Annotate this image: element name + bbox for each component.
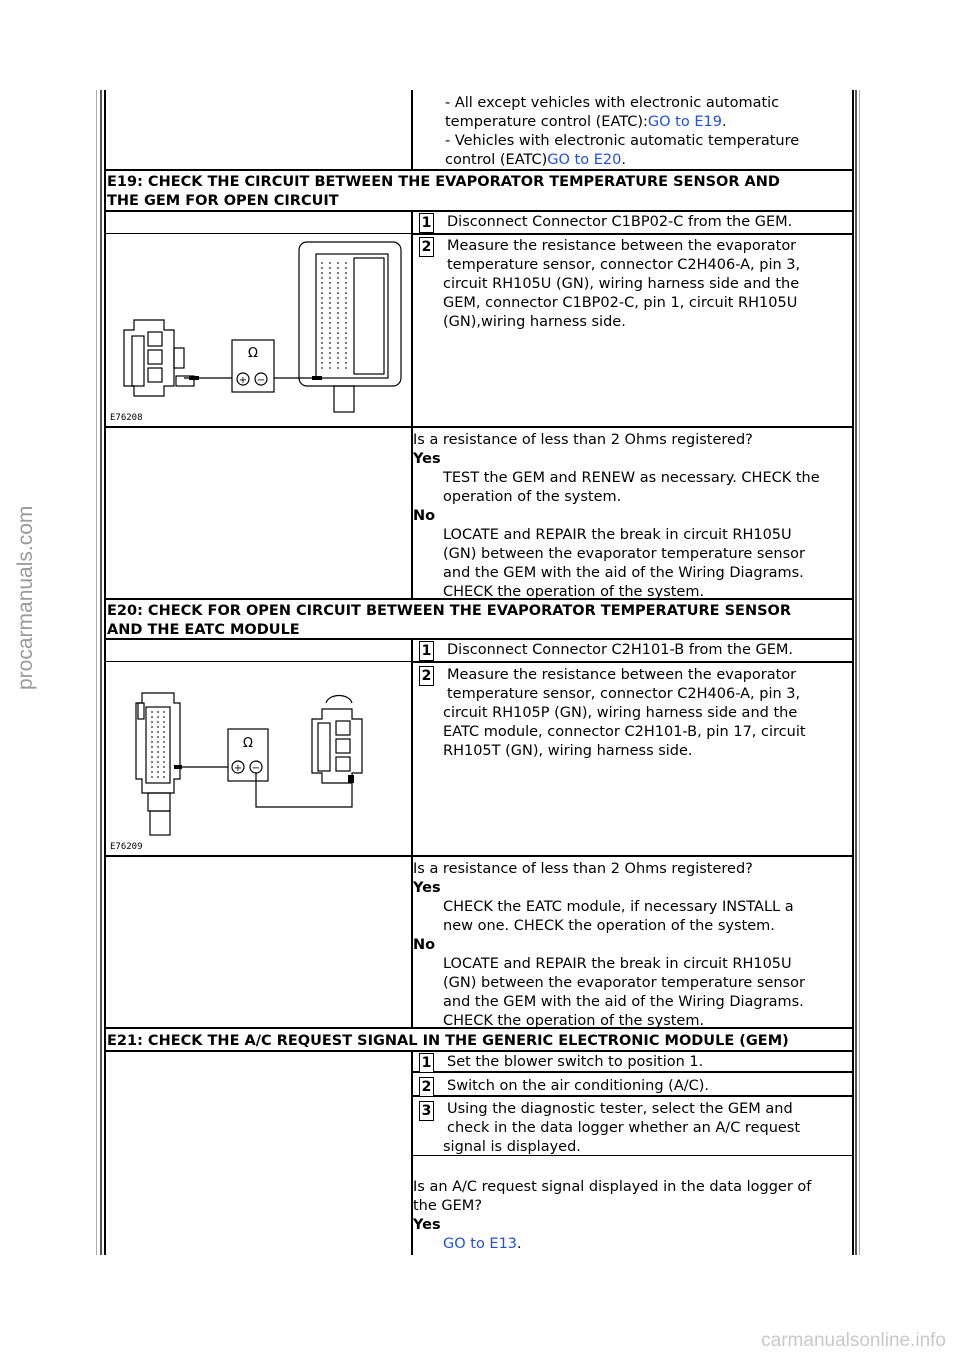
e21-step-3-number: 3 bbox=[419, 1101, 434, 1121]
e19-step-1: Disconnect Connector C1BP02-C from the GEM. bbox=[447, 214, 793, 230]
intro-line-4 bbox=[445, 151, 626, 170]
e21-step-1-number: 1 bbox=[419, 1053, 434, 1073]
e21-yes-label: Yes bbox=[413, 1217, 441, 1233]
e21-question-line2: the GEM? bbox=[413, 1198, 483, 1214]
e20-yes-line2: new one. CHECK the operation of the system. bbox=[443, 918, 775, 934]
e19-no-label: No bbox=[413, 508, 436, 524]
e20-no-line1: LOCATE and REPAIR the break in circuit RH105U bbox=[443, 956, 792, 972]
go-to-e13-link[interactable]: GO to E13 bbox=[443, 1236, 518, 1252]
e20-figure-id: E76209 bbox=[110, 842, 143, 852]
plus-symbol: + bbox=[233, 763, 243, 774]
plus-symbol: + bbox=[238, 375, 248, 386]
e20-no-line3: and the GEM with the aid of the Wiring Diagrams. bbox=[443, 994, 804, 1010]
minus-symbol: − bbox=[256, 375, 266, 386]
watermark-left: procarmanuals.com bbox=[14, 505, 37, 690]
e19-no-line4: CHECK the operation of the system. bbox=[443, 584, 705, 600]
e20-title-line1: E20: CHECK FOR OPEN CIRCUIT BETWEEN THE EVAPORATOR TEMPERATURE SENSOR bbox=[107, 603, 792, 619]
minus-symbol: − bbox=[251, 763, 261, 774]
table-right-edge bbox=[852, 90, 854, 1255]
e20-step-2-line5: RH105T (GN), wiring harness side. bbox=[443, 743, 693, 759]
e20-step-1: Disconnect Connector C2H101-B from the GEM. bbox=[447, 642, 794, 658]
e21-step-1: Set the blower switch to position 1. bbox=[447, 1054, 704, 1070]
e20-step-2-number: 2 bbox=[419, 666, 434, 686]
outer-border-left-shadow bbox=[96, 90, 97, 1255]
e20-diagram-svg bbox=[104, 663, 412, 855]
e20-step-2-line3: circuit RH105P (GN), wiring harness side and the bbox=[443, 705, 798, 721]
e20-no-label: No bbox=[413, 937, 436, 953]
e19-no-line3: and the GEM with the aid of the Wiring Diagrams. bbox=[443, 565, 804, 581]
intro-line-2 bbox=[445, 113, 727, 132]
e20-wiring-figure bbox=[104, 663, 412, 855]
rule bbox=[104, 233, 413, 234]
e19-step-2-line4: GEM, connector C1BP02-C, pin 1, circuit RH105U bbox=[443, 295, 798, 311]
e19-step-2-line3: circuit RH105U (GN), wiring harness side and the bbox=[443, 276, 800, 292]
rule bbox=[104, 426, 854, 428]
e19-no-line1: LOCATE and REPAIR the break in circuit RH105U bbox=[443, 527, 792, 543]
e19-yes-line2: operation of the system. bbox=[443, 489, 622, 505]
e21-title: E21: CHECK THE A/C REQUEST SIGNAL IN THE GENERIC ELECTRONIC MODULE (GEM) bbox=[107, 1033, 789, 1049]
e20-step-2-line2: temperature sensor, connector C2H406-A, pin 3, bbox=[447, 686, 801, 702]
e20-no-line2: (GN) between the evaporator temperature sensor bbox=[443, 975, 805, 991]
e20-question: Is a resistance of less than 2 Ohms registered? bbox=[413, 861, 753, 877]
e19-step-2-line2: temperature sensor, connector C2H406-A, pin 3, bbox=[447, 257, 801, 273]
intro-line-1: - All except vehicles with electronic automatic bbox=[445, 95, 780, 111]
rule bbox=[411, 233, 854, 235]
e20-title-line2: AND THE EATC MODULE bbox=[107, 622, 300, 638]
e19-diagram-svg bbox=[104, 236, 412, 426]
watermark-bottom: carmanualsonline.info bbox=[761, 1330, 946, 1351]
e19-wiring-figure bbox=[104, 236, 412, 426]
e20-no-line4: CHECK the operation of the system. bbox=[443, 1013, 705, 1029]
e21-step-3-line2: check in the data logger whether an A/C request bbox=[447, 1120, 801, 1136]
e21-yes-line bbox=[443, 1235, 522, 1254]
go-to-e20-link[interactable]: GO to E20 bbox=[547, 152, 622, 168]
rule bbox=[104, 661, 413, 662]
e19-yes-label: Yes bbox=[413, 451, 441, 467]
e19-title-line1: E19: CHECK THE CIRCUIT BETWEEN THE EVAPORATOR TEMPERATURE SENSOR AND bbox=[107, 174, 780, 190]
e19-step-2-line5: (GN),wiring harness side. bbox=[443, 314, 626, 330]
e21-step-2: Switch on the air conditioning (A/C). bbox=[447, 1078, 710, 1094]
e19-title-line2: THE GEM FOR OPEN CIRCUIT bbox=[107, 193, 339, 209]
e20-step-2-line1: Measure the resistance between the evaporator bbox=[447, 667, 797, 683]
intro-text: control (EATC) bbox=[445, 152, 548, 168]
intro-line-3: - Vehicles with electronic automatic temperature bbox=[445, 133, 800, 149]
e20-step-2-line4: EATC module, connector C2H101-B, pin 17, circuit bbox=[443, 724, 806, 740]
e19-yes-line1: TEST the GEM and RENEW as necessary. CHECK the bbox=[443, 470, 820, 486]
e19-step-2-number: 2 bbox=[419, 237, 434, 257]
intro-text: temperature control (EATC): bbox=[445, 114, 648, 130]
period: . bbox=[517, 1236, 522, 1252]
period: . bbox=[721, 114, 727, 130]
e19-figure-id: E76208 bbox=[110, 413, 143, 423]
ohm-symbol: Ω bbox=[243, 736, 253, 751]
outer-border-left bbox=[100, 90, 102, 1255]
outer-border-right-shadow bbox=[859, 90, 860, 1255]
period: . bbox=[621, 152, 626, 168]
e21-step-3-line1: Using the diagnostic tester, select the GEM and bbox=[447, 1101, 793, 1117]
rule bbox=[411, 661, 854, 663]
e19-step-1-number: 1 bbox=[419, 213, 434, 233]
e20-yes-label: Yes bbox=[413, 880, 441, 896]
e21-step-2-number: 2 bbox=[419, 1077, 434, 1097]
e20-step-1-number: 1 bbox=[419, 641, 434, 661]
col-sep bbox=[411, 90, 413, 170]
ohm-symbol: Ω bbox=[248, 346, 258, 361]
rule bbox=[104, 855, 854, 857]
e19-question: Is a resistance of less than 2 Ohms registered? bbox=[413, 432, 753, 448]
e20-yes-line1: CHECK the EATC module, if necessary INSTALL a bbox=[443, 899, 794, 915]
e19-step-2-line1: Measure the resistance between the evaporator bbox=[447, 238, 797, 254]
go-to-e19-link[interactable]: GO to E19 bbox=[647, 114, 722, 130]
outer-border-right bbox=[855, 90, 857, 1255]
e19-no-line2: (GN) between the evaporator temperature sensor bbox=[443, 546, 805, 562]
e21-question-line1: Is an A/C request signal displayed in the data logger of bbox=[413, 1179, 812, 1195]
e21-step-3-line3: signal is displayed. bbox=[443, 1139, 581, 1155]
